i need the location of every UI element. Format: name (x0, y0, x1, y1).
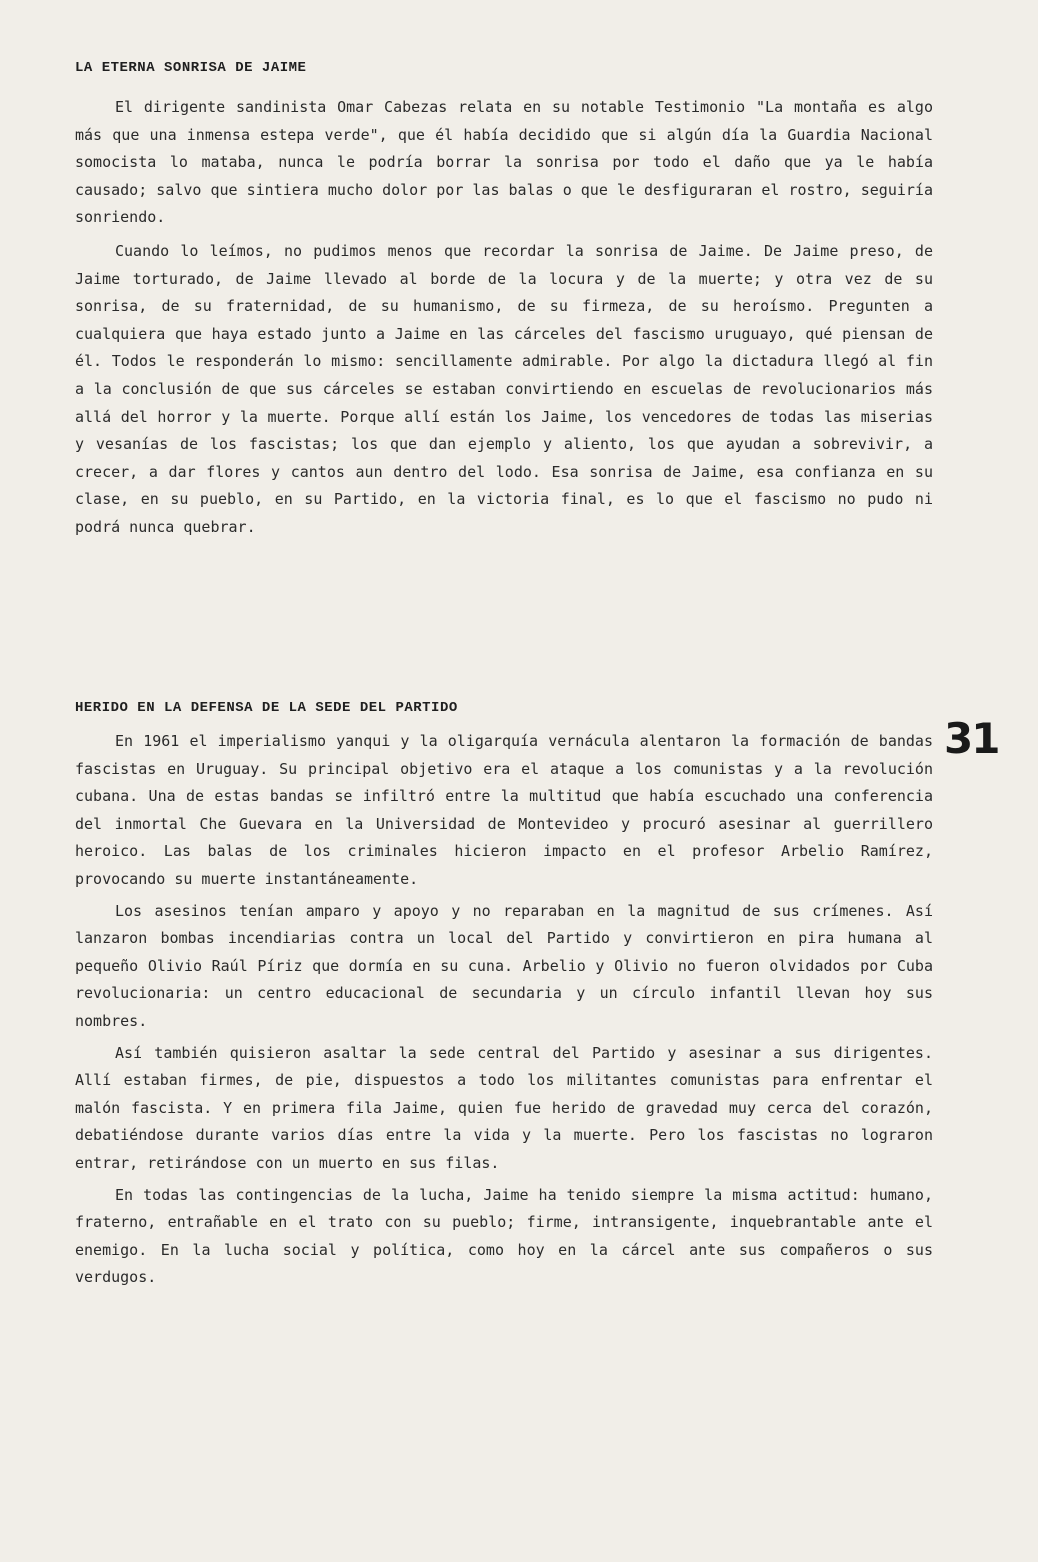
paragraph: El dirigente sandinista Omar Cabezas relata en su notable Testimonio "La montaña es algo más que una inmensa estepa verde", que él había decidido que si algún día la Guardia Nacional somocista lo mataba, nunca le podría borrar la sonrisa por todo el daño que ya le había causado; salvo que sintiera mucho dolor por las balas o que le desfiguraran el rostro, seguiría sonriendo. (75, 98, 933, 227)
section-herido-en-la-defensa (75, 700, 933, 1292)
paragraph: Así también quisieron asaltar la sede central del Partido y asesinar a sus dirigentes. Allí estaban firmes, de pie, dispuestos a todo los militantes comunistas para enfrentar el malón fascista. Y en primera fila Jaime, quien fue herido de gravedad muy cerca del corazón, debatiéndose durante varios días entre la vida y la muerte. Pero los fascistas no lograron entrar, retirándose con un muerto en sus filas. (75, 1043, 933, 1172)
section-heading: LA ETERNA SONRISA DE JAIME (75, 60, 307, 76)
page-number: 31 (944, 714, 999, 763)
section-heading: HERIDO EN LA DEFENSA DE LA SEDE DEL PARTIDO (75, 700, 458, 716)
section-la-eterna-sonrisa (75, 60, 933, 542)
paragraph: En 1961 el imperialismo yanqui y la oligarquía vernácula alentaron la formación de bandas fascistas en Uruguay. Su principal objetivo era el ataque a los comunistas y a la revolución cubana. Una de estas bandas se infiltró entre la multitud que había escuchado una conferencia del inmortal Che Guevara en la Universidad de Montevideo y procuró asesinar al guerrillero heroico. Las balas de los criminales hicieron impacto en el profesor Arbelio Ramírez, provocando su muerte instantáneamente. (75, 732, 933, 888)
paragraph: En todas las contingencias de la lucha, Jaime ha tenido siempre la misma actitud: humano, fraterno, entrañable en el trato con su pueblo; firme, intransigente, inquebrantable ante el enemigo. En la lucha social y política, como hoy en la cárcel ante sus compañeros o sus verdugos. (75, 1185, 933, 1287)
paragraph: Los asesinos tenían amparo y apoyo y no reparaban en la magnitud de sus crímenes. Así lanzaron bombas incendiarias contra un local del Partido y convirtieron en pira humana al pequeño Olivio Raúl Píriz que dormía en su cuna. Arbelio y Olivio no fueron olvidados por Cuba revolucionaria: un centro educacional de secundaria y un círculo infantil llevan hoy sus nombres. (75, 901, 933, 1030)
paragraph: Cuando lo leímos, no pudimos menos que recordar la sonrisa de Jaime. De Jaime preso, de Jaime torturado, de Jaime llevado al borde de la locura y de la muerte; y otra vez de su sonrisa, de su fraternidad, de su humanismo, de su firmeza, de su heroísmo. Pregunten a cualquiera que haya estado junto a Jaime en las cárceles del fascismo uruguayo, qué piensan de él. Todos le responderán lo mismo: sencillamente admirable. Por algo la dictadura llegó al fin a la conclusión de que sus cárceles se estaban convirtiendo en escuelas de revolucionarios más allá del horror y la muerte. Porque allí están los Jaime, los vencedores de todas las miserias y vesanías de los fascistas; los que dan ejemplo y aliento, los que ayudan a sobrevivir, a crecer, a dar flores y cantos aun dentro del lodo. Esa sonrisa de Jaime, esa confianza en su clase, en su pueblo, en su Partido, en la victoria final, es lo que el fascismo no pudo ni podrá nunca quebrar. (75, 241, 933, 536)
